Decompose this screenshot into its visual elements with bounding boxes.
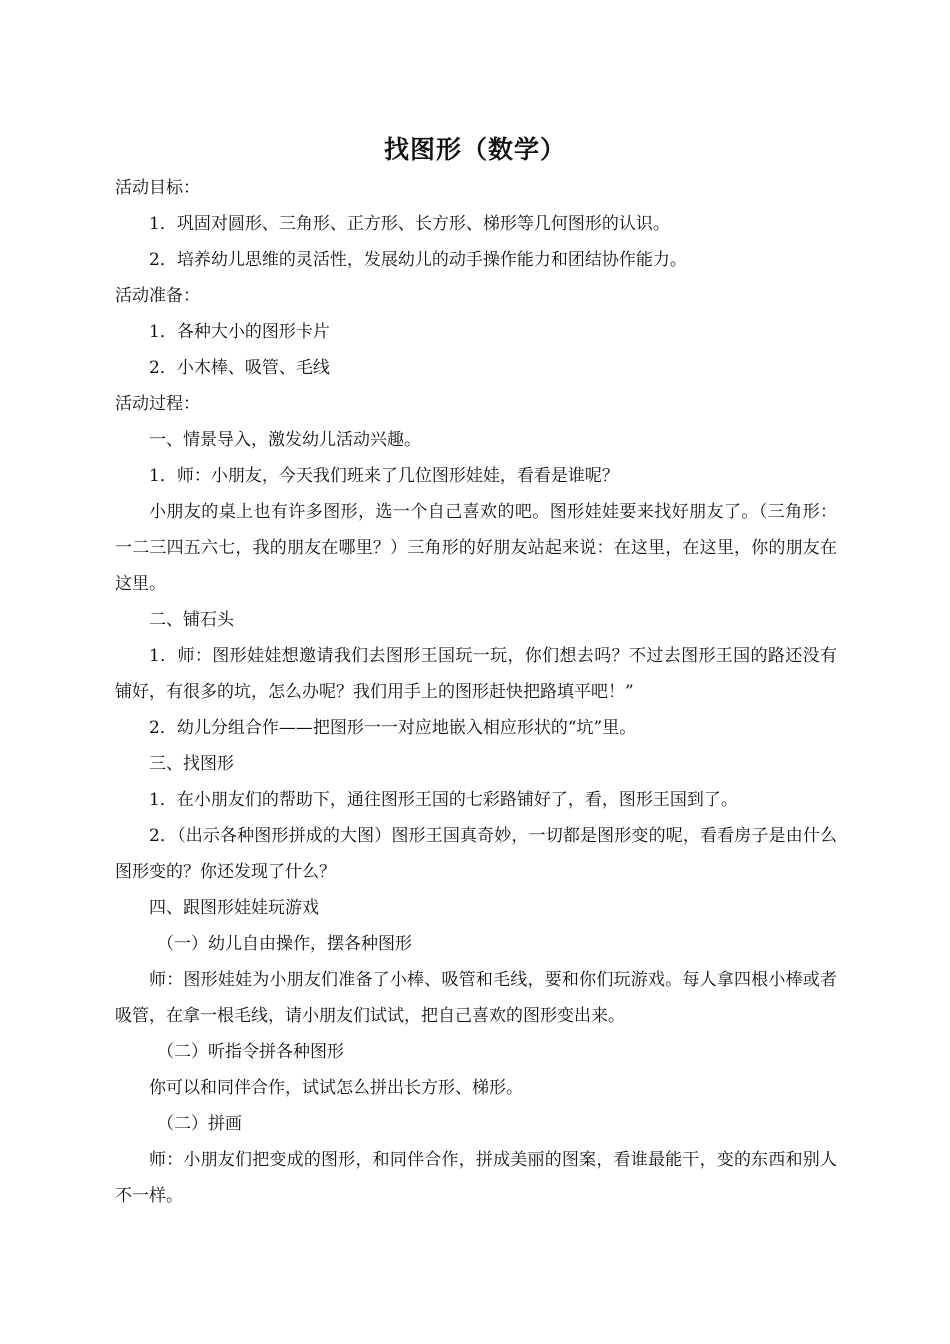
part1-paragraph-2: 小朋友的桌上也有许多图形，选一个自己喜欢的吧。图形娃娃要来找好朋友了。（三角形：一二三四五六七，我的朋友在哪里？）三角形的好朋友站起来说：在这里，在这里，你的朋友在这里。 [115, 502, 837, 594]
part4-subsection-1-title: （一）幼儿自由操作，摆各种图形 [157, 934, 412, 954]
part1-paragraph-1: 1．师：小朋友，今天我们班来了几位图形娃娃，看看是谁呢？ [149, 466, 619, 486]
document-title: 找图形（数学） [383, 135, 566, 164]
part2-title: 二、铺石头 [149, 610, 234, 630]
process-heading: 活动过程： [115, 394, 200, 414]
goal-item-2: 2．培养幼儿思维的灵活性，发展幼儿的动手操作能力和团结协作能力。 [149, 250, 687, 270]
goal-item-1: 1．巩固对圆形、三角形、正方形、长方形、梯形等几何图形的认识。 [149, 214, 670, 234]
document-body [115, 170, 837, 1214]
part4-subsection-3-text: 师：小朋友们把变成的图形，和同伴合作，拼成美丽的图案，看谁最能干，变的东西和别人不一样。 [115, 1150, 837, 1206]
part4-title: 四、跟图形娃娃玩游戏 [149, 898, 319, 918]
part2-paragraph-1: 1．师：图形娃娃想邀请我们去图形王国玩一玩，你们想去吗？不过去图形王国的路还没有铺好，有很多的坑，怎么办呢？我们用手上的图形赶快把路填平吧！” [115, 646, 837, 702]
part4-subsection-2-title: （二）听指令拼各种图形 [157, 1042, 344, 1062]
prep-heading: 活动准备： [115, 286, 200, 306]
part4-subsection-3-title: （二）拼画 [157, 1114, 242, 1134]
part3-paragraph-2: 2．（出示各种图形拼成的大图）图形王国真奇妙，一切都是图形变的呢，看看房子是由什么图形变的？你还发现了什么？ [115, 826, 837, 882]
part4-subsection-1-text: 师：图形娃娃为小朋友们准备了小棒、吸管和毛线，要和你们玩游戏。每人拿四根小棒或者吸管，在拿一根毛线，请小朋友们试试，把自己喜欢的图形变出来。 [115, 970, 837, 1026]
part3-paragraph-1: 1．在小朋友们的帮助下，通往图形王国的七彩路铺好了，看，图形王国到了。 [149, 790, 738, 810]
goals-heading: 活动目标： [115, 178, 200, 198]
part3-title: 三、找图形 [149, 754, 234, 774]
prep-item-1: 1．各种大小的图形卡片 [149, 322, 330, 342]
prep-item-2: 2．小木棒、吸管、毛线 [149, 358, 330, 378]
part2-paragraph-2: 2．幼儿分组合作——把图形一一对应地嵌入相应形状的“坑”里。 [149, 718, 637, 738]
part4-subsection-2-text: 你可以和同伴合作，试试怎么拼出长方形、梯形。 [149, 1078, 523, 1098]
part1-title: 一、情景导入，激发幼儿活动兴趣。 [149, 430, 421, 450]
